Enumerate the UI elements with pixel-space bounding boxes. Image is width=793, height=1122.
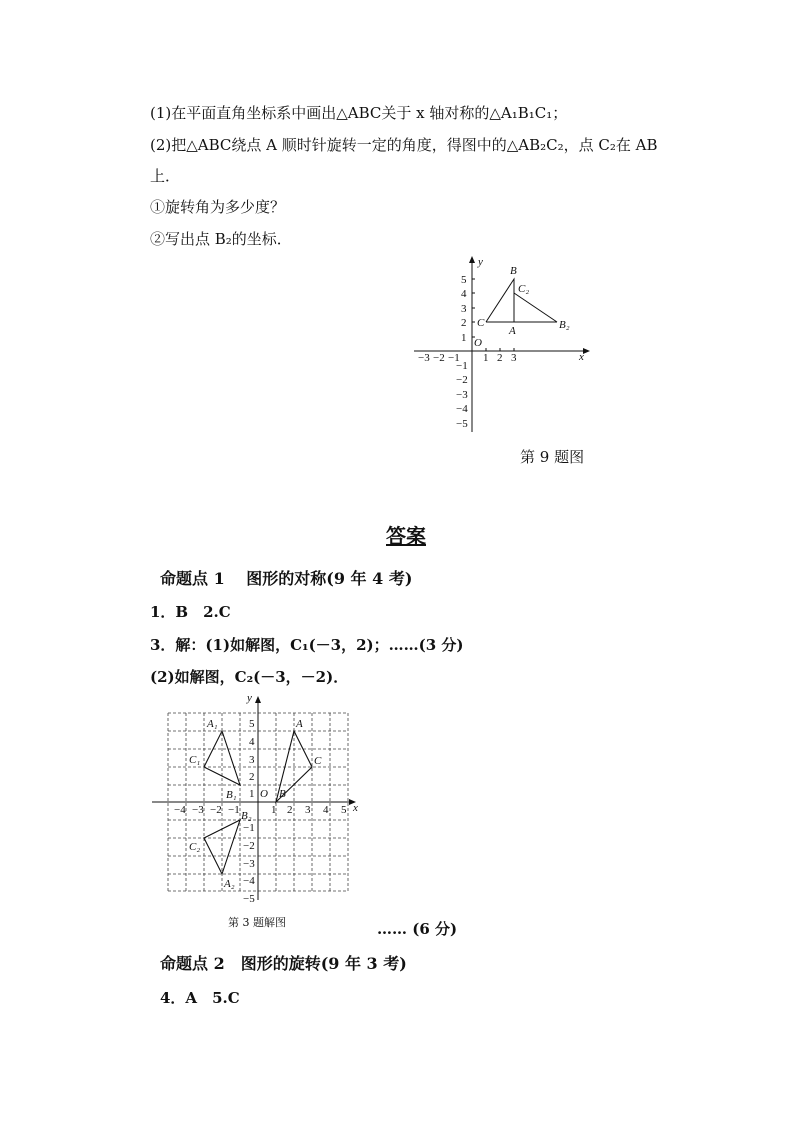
point-b2-label: B₂ (559, 319, 570, 331)
x-tick-label: 2 (287, 804, 293, 816)
point-b-label: B (510, 265, 517, 277)
y-tick-label: 2 (249, 771, 255, 783)
y-tick-label: −2 (243, 840, 255, 852)
point-c-label: C (314, 755, 322, 767)
origin-label: O (260, 788, 268, 800)
answer-line-3: (2)如解图，C₂(－3，－2)． (150, 668, 349, 686)
y-tick-label: −4 (243, 875, 255, 887)
section-2-heading: 命题点 2 图形的旋转(9 年 3 考) (160, 954, 407, 973)
x-tick-label: −3 (192, 804, 204, 816)
answer-line-1: 1．B 2.C (150, 603, 231, 621)
x-tick-label: 3 (305, 804, 311, 816)
figure-9-caption: 第 9 题图 (520, 448, 585, 466)
point-c2-label: C₂ (518, 283, 530, 295)
x-tick-label: 1 (271, 804, 277, 816)
y-tick-label: −4 (456, 403, 468, 415)
point-c1-label: C₁ (189, 754, 201, 766)
x-tick-label: −4 (174, 804, 186, 816)
x-tick-label: −1 (228, 804, 240, 816)
figure-3-caption: 第 3 题解图 (228, 916, 286, 929)
x-axis-label: x (353, 802, 358, 814)
y-tick-label: 2 (461, 317, 467, 329)
x-tick-label: 3 (511, 352, 517, 364)
y-tick-label: −5 (243, 893, 255, 905)
point-a2-label: A₂ (224, 878, 235, 890)
question-sub1: ①旋转角为多少度？ (150, 198, 286, 216)
point-a-label: A (509, 325, 516, 337)
y-tick-label: 3 (461, 303, 467, 315)
y-axis-label: y (247, 692, 252, 704)
question-sub2: ②写出点 B₂的坐标． (150, 230, 292, 248)
x-axis-label: x (579, 351, 584, 363)
y-tick-label: −1 (456, 360, 468, 372)
answer-title: 答案 (386, 524, 426, 548)
y-tick-label: −2 (456, 374, 468, 386)
answer-line-2: 3．解：(1)如解图，C₁(－3，2)；……(3 分) (150, 636, 464, 654)
x-tick-label: −2 (433, 352, 445, 364)
point-a-label: A (296, 718, 303, 730)
point-a1-label: A₁ (207, 718, 218, 730)
y-tick-label: 5 (249, 718, 255, 730)
x-tick-label: 2 (497, 352, 503, 364)
y-tick-label: −3 (456, 389, 468, 401)
x-tick-label: 1 (483, 352, 489, 364)
y-tick-label: 4 (249, 736, 255, 748)
score-note: …… (6 分) (377, 920, 458, 938)
answer-line-4: 4．A 5.C (160, 989, 240, 1007)
point-b2-label: B₂ (241, 810, 252, 822)
section-1-heading: 命题点 1 图形的对称(9 年 4 考) (160, 569, 413, 588)
x-tick-label: 5 (341, 804, 347, 816)
y-axis-arrow (255, 696, 261, 703)
question-part2: (2)把△ABC绕点 A 顺时针旋转一定的角度，得图中的△AB₂C₂，点 C₂在 AB (150, 136, 658, 154)
point-b-label: B (279, 788, 286, 800)
y-tick-label: −1 (243, 822, 255, 834)
y-tick-label: 1 (461, 332, 467, 344)
y-tick-label: 1 (249, 788, 255, 800)
y-tick-label: −5 (456, 418, 468, 430)
point-c-label: C (477, 317, 485, 329)
x-tick-label: −1 (448, 352, 460, 364)
y-tick-label: 3 (249, 754, 255, 766)
origin-label: O (474, 337, 482, 349)
y-tick-label: 4 (461, 288, 467, 300)
point-b1-label: B₁ (226, 789, 237, 801)
question-part2-continued: 上． (150, 167, 181, 185)
y-tick-label: 5 (461, 274, 467, 286)
x-tick-label: −2 (210, 804, 222, 816)
x-tick-label: 4 (323, 804, 329, 816)
x-tick-label: −3 (418, 352, 430, 364)
y-axis-label: y (478, 256, 483, 268)
point-c2-label: C₂ (189, 841, 201, 853)
y-tick-label: −3 (243, 858, 255, 870)
question-part1: (1)在平面直角坐标系中画出△ABC关于 x 轴对称的△A₁B₁C₁； (150, 104, 568, 122)
